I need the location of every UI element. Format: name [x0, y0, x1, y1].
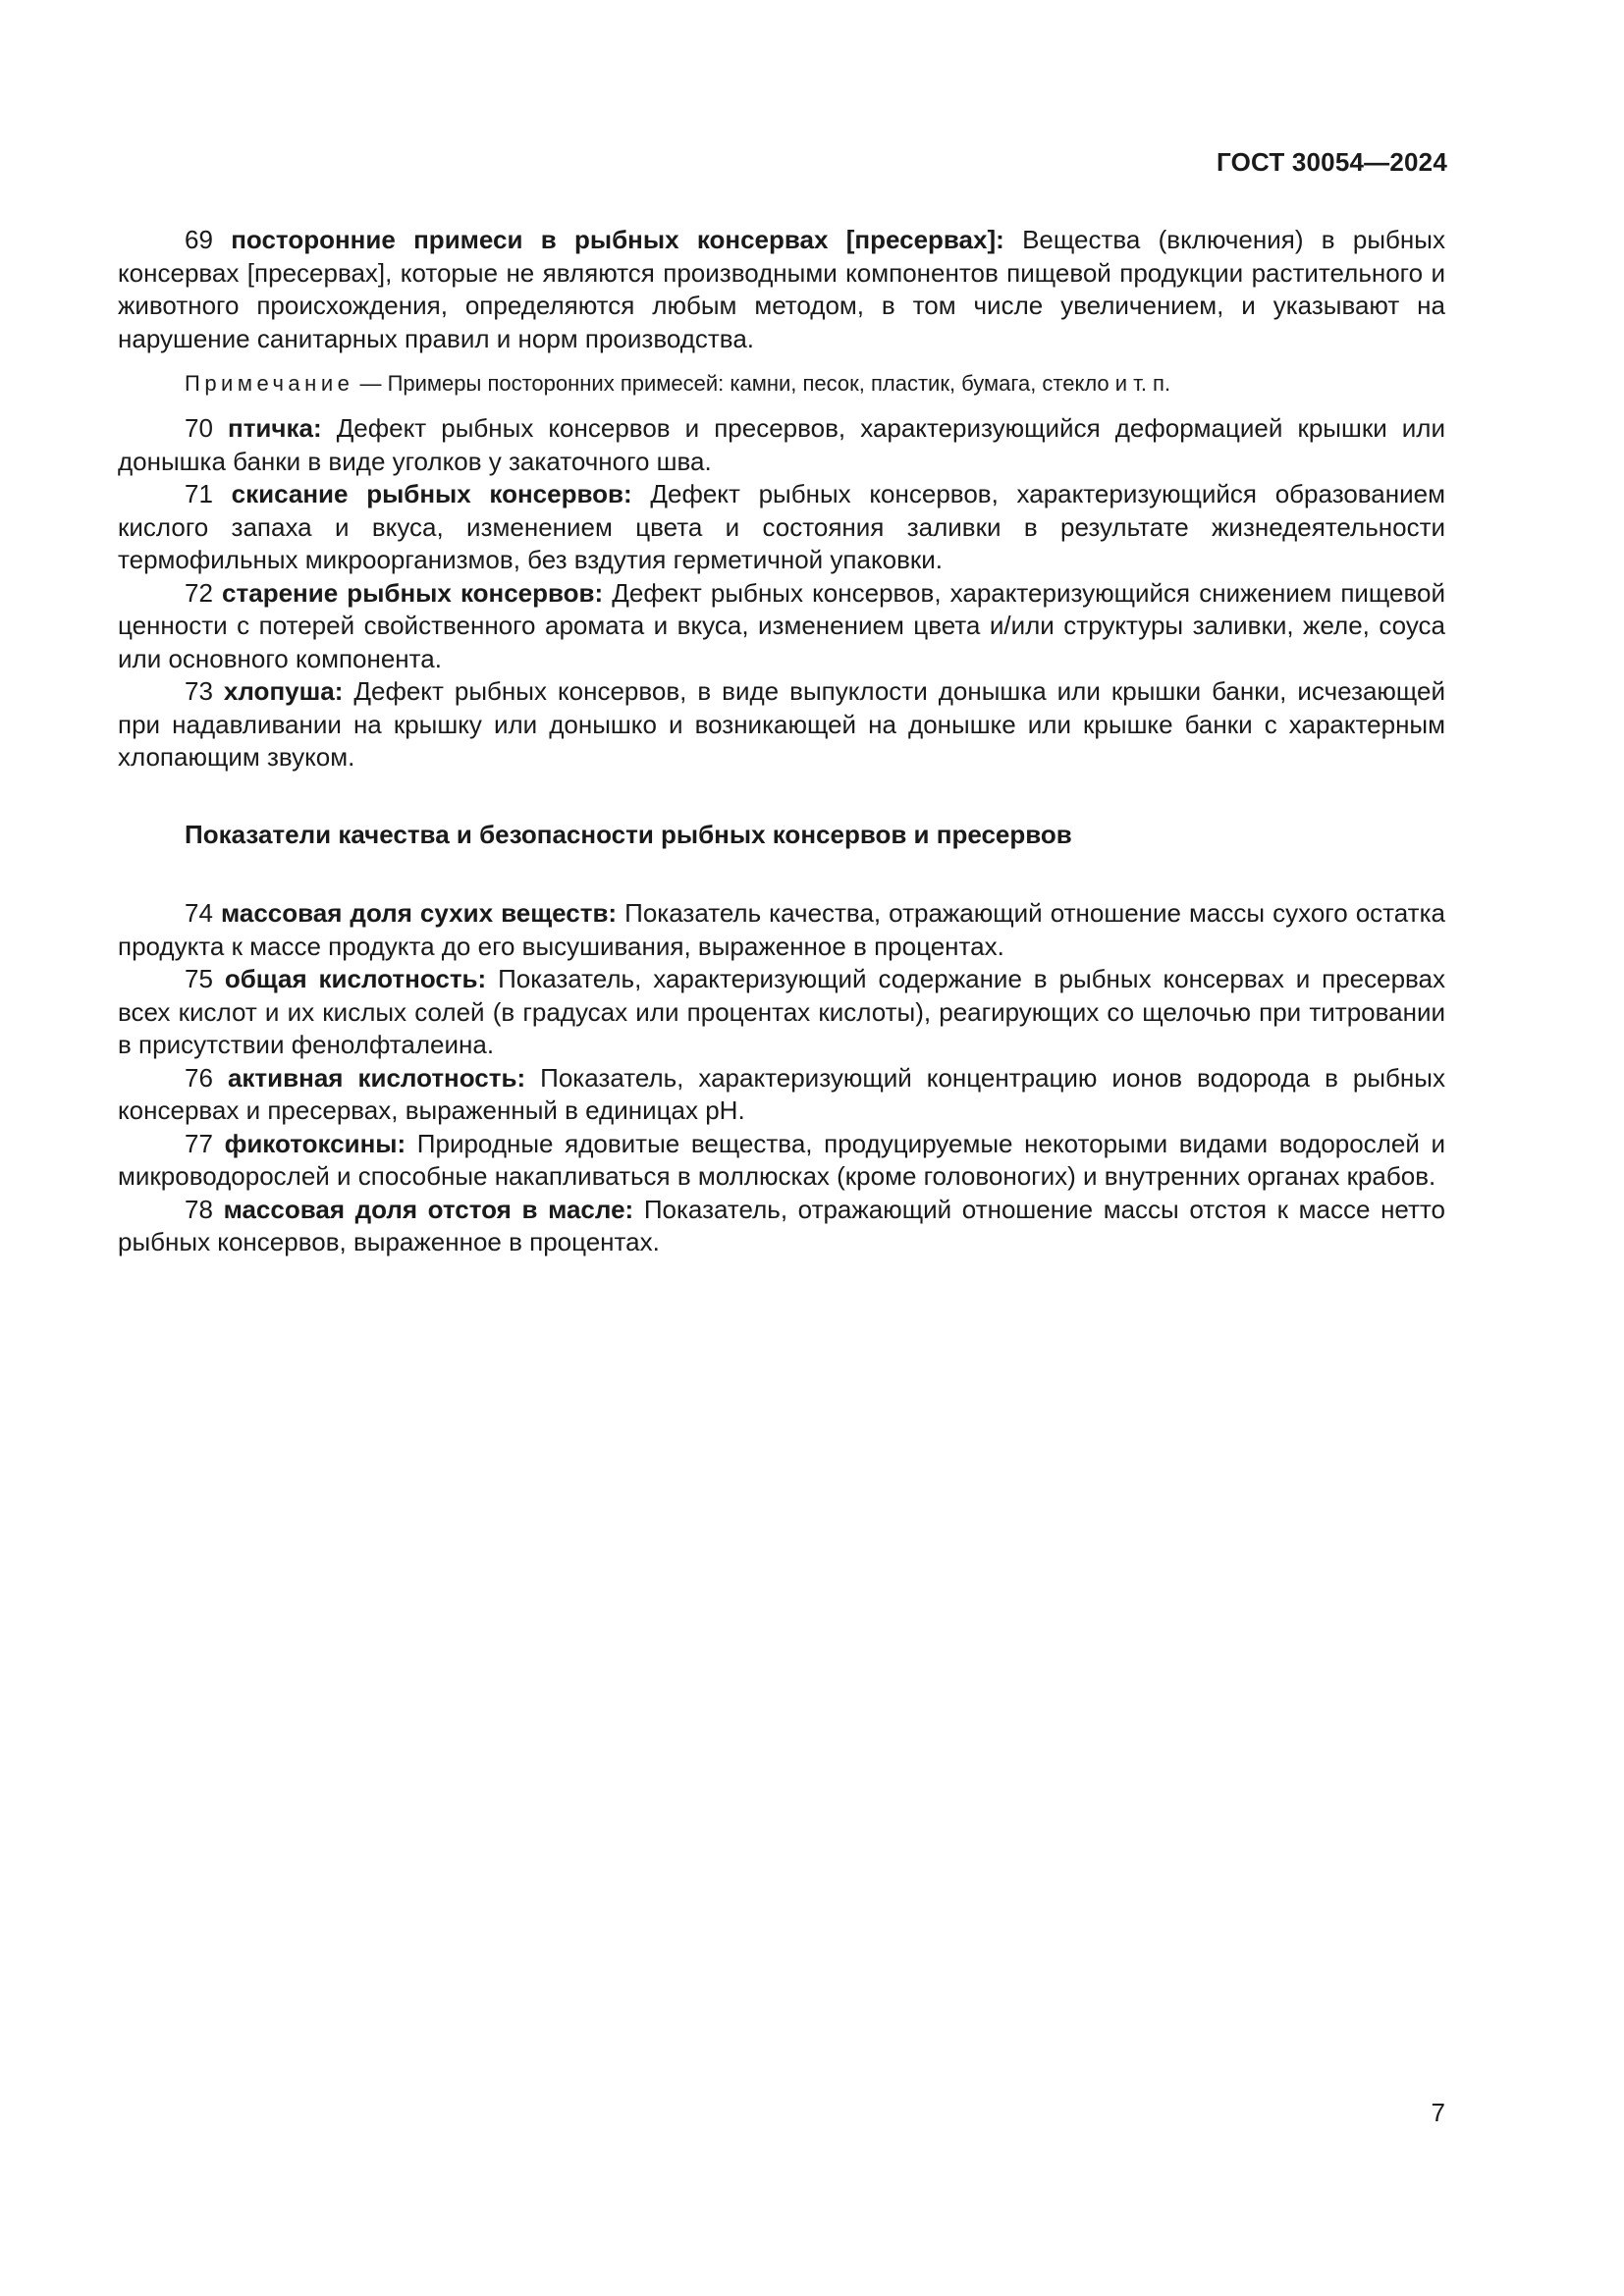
- term-definition: Показатель, характеризующий содержание в рыбных консервах и пресервах всех кислот и их кислых солей (в градусах или процентах кислоты), реагирующих со щелочью при титровании в присутствии фенолфталеина.: [118, 964, 1446, 1059]
- term-name: посторонние примеси в рыбных консервах [пресервах]:: [231, 225, 1004, 254]
- page-number: 7: [1431, 2098, 1445, 2127]
- section-heading: Показатели качества и безопасности рыбных консервов и пресервов: [185, 819, 1072, 849]
- term-number: 71: [185, 479, 213, 508]
- term-name: массовая доля отстоя в масле:: [223, 1194, 634, 1224]
- term-entry: [118, 577, 1445, 676]
- term-number: 74: [185, 898, 213, 928]
- term-name: старение рыбных консервов:: [222, 577, 604, 608]
- term-number: 73: [185, 676, 213, 706]
- term-entry: [118, 1062, 1445, 1128]
- note-label: Примечание: [185, 371, 354, 396]
- term-definition: Показатель качества, отражающий отношение массы сухого остатка продукта к массе продукта до его высушивания, выраженное в процентах.: [118, 898, 1445, 961]
- term-entry: [118, 675, 1445, 774]
- term-name: общая кислотность:: [224, 964, 487, 993]
- term-number: 69: [185, 225, 213, 254]
- page-content: [118, 224, 1445, 1259]
- term-entry: [118, 478, 1445, 577]
- term-definition: Дефект рыбных консервов и пресервов, характеризующийся деформацией крышки или донышка банки в виде уголков у закаточного шва.: [118, 413, 1445, 476]
- term-definition: Вещества (включения) в рыбных консервах [пресервах], которые не являются производными компонентов пищевой продукции растительного и животного происхождения, определяются любым методом, в том числе увеличением, и указывают на нарушение санитарных правил и норм производства.: [118, 225, 1445, 353]
- term-definition: Дефект рыбных консервов, характеризующийся образованием кислого запаха и вкуса, изменением цвета и состояния заливки в результате жизнедеятельности термофильных микроорганизмов, без вздутия герметичной упаковки.: [118, 479, 1445, 574]
- term-number: 70: [185, 413, 213, 443]
- term-name: фикотоксины:: [224, 1128, 406, 1158]
- term-entry: [118, 963, 1445, 1062]
- term-number: 76: [185, 1062, 213, 1093]
- term-definition: Дефект рыбных консервов, характеризующийся снижением пищевой ценности с потерей свойственного аромата и вкуса, изменением цвета и/или структуры заливки, желе, соуса или основного компонента.: [118, 577, 1445, 673]
- term-number: 72: [185, 577, 213, 608]
- term-number: 75: [185, 964, 213, 993]
- term-entry: [118, 897, 1445, 963]
- term-name: хлопуша:: [223, 676, 344, 706]
- term-name: птичка:: [227, 413, 322, 443]
- term-definition: Природные ядовитые вещества, продуцируемые некоторыми видами водорослей и микроводорослей и способные накапливаться в моллюсках (кроме головоногих) и внутренних органах крабов.: [118, 1128, 1446, 1191]
- term-number: 78: [185, 1194, 213, 1224]
- note: [118, 369, 1445, 399]
- term-definition: Показатель, характеризующий концентрацию ионов водорода в рыбных консервах и пресервах, выраженный в единицах pH.: [118, 1062, 1445, 1125]
- term-entry: [118, 412, 1445, 478]
- term-entry: [118, 224, 1445, 355]
- note-text: — Примеры посторонних примесей: камни, песок, пластик, бумага, стекло и т. п.: [359, 371, 1171, 396]
- document-code: ГОСТ 30054—2024: [1217, 147, 1447, 177]
- term-name: скисание рыбных консервов:: [231, 479, 632, 508]
- term-name: массовая доля сухих веществ:: [220, 898, 618, 928]
- term-entry: [118, 1128, 1445, 1194]
- term-name: активная кислотность:: [227, 1062, 526, 1093]
- term-number: 77: [185, 1128, 213, 1158]
- term-definition: Дефект рыбных консервов, в виде выпуклости донышка или крышки банки, исчезающей при надавливании на крышку или донышко и возникающей на донышке или крышке банки с характерным хлопающим звуком.: [118, 676, 1445, 772]
- term-definition: Показатель, отражающий отношение массы отстоя к массе нетто рыбных консервов, выраженное в процентах.: [118, 1194, 1446, 1256]
- term-entry: [118, 1194, 1445, 1259]
